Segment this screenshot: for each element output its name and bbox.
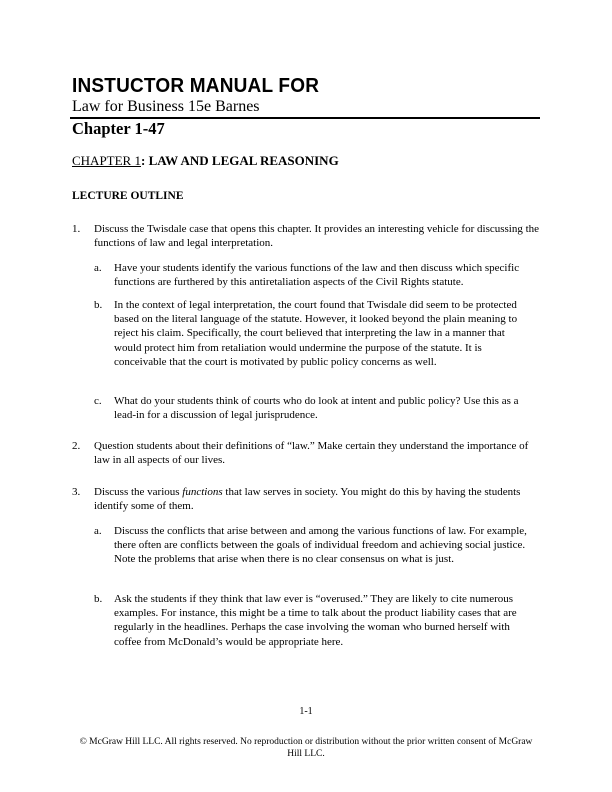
outline-item-1c <box>94 394 528 422</box>
item-text: Question students about their definitions of “law.” Make certain they understand the importance of law in all aspects of our lives. <box>94 440 529 467</box>
section-heading: LECTURE OUTLINE <box>72 190 184 202</box>
outline-item-1 <box>72 222 542 250</box>
subitem-text: Ask the students if they think that law ever is “overused.” They are likely to cite numerous examples. For instance, this might be a time to talk about the product liability cases that are regularly in the headlines. Perhaps the case involving the woman who burned herself with coffee from McDonald’s would be appropriate here. <box>114 593 517 648</box>
outline-item-2 <box>72 439 542 467</box>
manual-title: INSTUCTOR MANUAL FOR <box>72 75 320 98</box>
item-number: 3. <box>72 486 81 498</box>
outline-item-1a <box>94 261 528 289</box>
chapter-title: : LAW AND LEGAL REASONING <box>140 153 339 168</box>
copyright-footer: © McGraw Hill LLC. All rights reserved. No reproduction or distribution without the prior written consent of McGraw Hill LLC. <box>79 737 533 759</box>
chapter-link[interactable]: CHAPTER 1 <box>72 153 141 168</box>
outline-item-3a <box>94 524 528 567</box>
subitem-letter: a. <box>94 525 102 537</box>
subitem-letter: b. <box>94 593 103 605</box>
item-text-before: Discuss the various <box>94 486 183 498</box>
subitem-letter: c. <box>94 395 102 407</box>
book-title: Law for Business 15e Barnes <box>72 98 260 115</box>
subitem-text: What do your students think of courts who do look at intent and public policy? Use this as a lead-in for a discussion of legal jurisprudence. <box>114 395 519 422</box>
item-number: 1. <box>72 223 81 235</box>
subitem-text: In the context of legal interpretation, the court found that Twisdale did seem to be protected based on the literal language of the statute. However, it looked beyond the plain meaning to reject his claim. Specifically, the court believed that interpreting the law in a manner that would protect him from retaliation would undermine the purpose of the statute. It is conceivable that the court is motivated by public policy concerns as well. <box>114 299 518 368</box>
subitem-letter: a. <box>94 262 102 274</box>
item-number: 2. <box>72 440 81 452</box>
outline-item-3b <box>94 592 528 649</box>
item-text-after: that law serves in society. You might do this by having the students identify some of them. <box>94 486 521 513</box>
outline-item-3 <box>72 485 542 513</box>
subitem-text: Have your students identify the various functions of the law and then discuss which specific functions are furthered by this antiretaliation aspects of the Civil Rights statute. <box>114 262 520 289</box>
chapter-range: Chapter 1-47 <box>72 119 165 138</box>
item-text: Discuss the Twisdale case that opens this chapter. It provides an interesting vehicle for discussing the functions of law and legal interpretation. <box>94 223 540 250</box>
chapter-heading <box>72 153 339 169</box>
page-number: 1-1 <box>299 706 313 717</box>
item-text-emphasis: functions <box>182 486 223 498</box>
subitem-letter: b. <box>94 299 103 311</box>
item-text <box>94 485 542 513</box>
outline-item-1b <box>94 298 528 369</box>
subitem-text: Discuss the conflicts that arise between and among the various functions of law. For example, there often are conflicts between the goals of individual freedom and achieving social justice. Note the problems that arise when there is no clear consensus on what is just. <box>114 525 527 566</box>
